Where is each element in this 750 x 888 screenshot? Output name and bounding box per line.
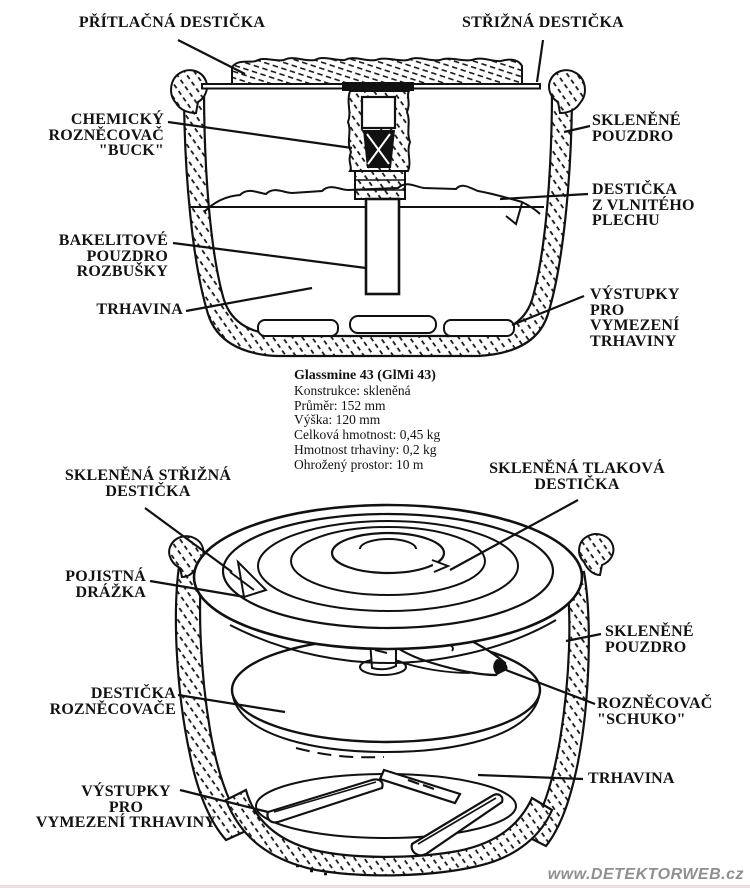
spec-line: Ohrožený prostor: 10 m — [294, 456, 424, 472]
label-line: DESTIČKA — [592, 181, 678, 198]
label-line: ROZNĚCOVAČ — [597, 695, 713, 712]
label-line: SKLENĚNÉ — [592, 112, 681, 129]
label-desticka-roznecovace — [30, 686, 176, 717]
spec-line: Celková hmotnost: 0,45 kg — [294, 427, 441, 443]
label-strizna-desticka — [448, 15, 638, 31]
floor-rib — [350, 316, 436, 333]
label-chemicky-roznecovac-buck — [20, 112, 164, 159]
label-line: PŘÍTLAČNÁ DESTIČKA — [78, 14, 266, 31]
label-line: SKLENĚNÁ TLAKOVÁ — [489, 460, 665, 477]
label-desticka-z-vlniteho-plechu — [592, 182, 695, 229]
spec-block — [294, 369, 440, 473]
label-trhavina-top — [55, 302, 183, 318]
floor-rib — [258, 320, 338, 336]
label-pritlacna-desticka — [62, 15, 282, 31]
fuse-threaded-neck — [355, 171, 405, 199]
label-line: BAKELITOVÉ — [58, 232, 168, 249]
label-line: DESTIČKA — [534, 475, 620, 493]
label-line: POUZDRO — [605, 638, 687, 656]
glass-rim-knob-right-b — [579, 534, 613, 575]
label-bakelitove-pouzdro-rozbusky — [28, 233, 168, 280]
label-line: ROZNĚCOVAČ — [48, 126, 164, 144]
label-line: TRHAVINY — [590, 332, 677, 350]
leader-vlniteho — [500, 194, 588, 199]
label-line: "BUCK" — [98, 142, 164, 159]
watermark-text: www.DETEKTORWEB.cz — [547, 866, 744, 883]
label-line: DESTIČKA — [105, 482, 191, 500]
label-line: POUZDRO — [86, 247, 168, 265]
label-line: TRHAVINA — [588, 770, 675, 787]
label-pojistna-drazka — [30, 569, 146, 600]
label-trhavina-bottom — [588, 771, 675, 787]
label-line: VÝSTUPKY — [590, 286, 680, 303]
label-line: SKLENĚNÁ STŘIŽNÁ — [64, 467, 232, 484]
label-line: TRHAVINA — [96, 301, 183, 318]
label-line: DESTIČKA — [90, 685, 176, 702]
label-line: PRO — [108, 798, 144, 816]
leader-strizna — [537, 40, 543, 82]
label-line: VÝSTUPKY — [81, 783, 171, 800]
label-line: ROZBUŠKY — [76, 263, 168, 280]
spec-title: Glassmine 43 (GlMi 43) — [294, 368, 436, 383]
label-line: PRO — [590, 301, 625, 319]
label-vystupky-bottom — [20, 784, 232, 831]
label-roznecovac-schuko — [597, 696, 713, 727]
label-line: POJISTNÁ — [65, 568, 146, 585]
fuse-cap — [342, 82, 414, 91]
label-line: STŘIŽNÁ DESTIČKA — [462, 14, 624, 31]
label-sklenene-pouzdro-top — [592, 113, 681, 144]
label-sklenene-pouzdro-bottom — [605, 624, 694, 655]
floor-rib — [444, 320, 514, 336]
label-line: SKLENĚNÉ — [605, 623, 694, 640]
label-line: VYMEZENÍ — [590, 317, 680, 334]
fuse-window — [362, 97, 395, 128]
spec-line: Průměr: 152 mm — [294, 397, 386, 413]
spec-line: Konstrukce: skleněná — [294, 382, 411, 398]
label-line: DRÁŽKA — [75, 583, 146, 601]
label-line: "SCHUKO" — [597, 710, 686, 728]
label-line: CHEMICKÝ — [70, 111, 164, 128]
detonator-tube — [366, 199, 399, 294]
label-line: VYMEZENÍ TRHAVINY — [35, 814, 217, 831]
label-sklenena-tlakova-desticka — [477, 461, 677, 492]
leader-pritlacna — [178, 40, 245, 74]
label-line: PLECHU — [592, 212, 660, 229]
label-line: ROZNĚCOVAČE — [49, 700, 176, 718]
label-line: Z VLNITÉHO — [592, 196, 695, 214]
label-sklenena-strizna-desticka — [48, 468, 248, 499]
label-vystupky-top — [590, 287, 680, 349]
spec-line: Výška: 120 mm — [294, 412, 381, 428]
spec-line: Hmotnost trhaviny: 0,2 kg — [294, 441, 437, 457]
pressure-plate — [232, 58, 522, 84]
cross-section-drawing — [171, 58, 585, 356]
label-line: POUZDRO — [592, 127, 674, 145]
perspective-drawing — [169, 505, 613, 875]
